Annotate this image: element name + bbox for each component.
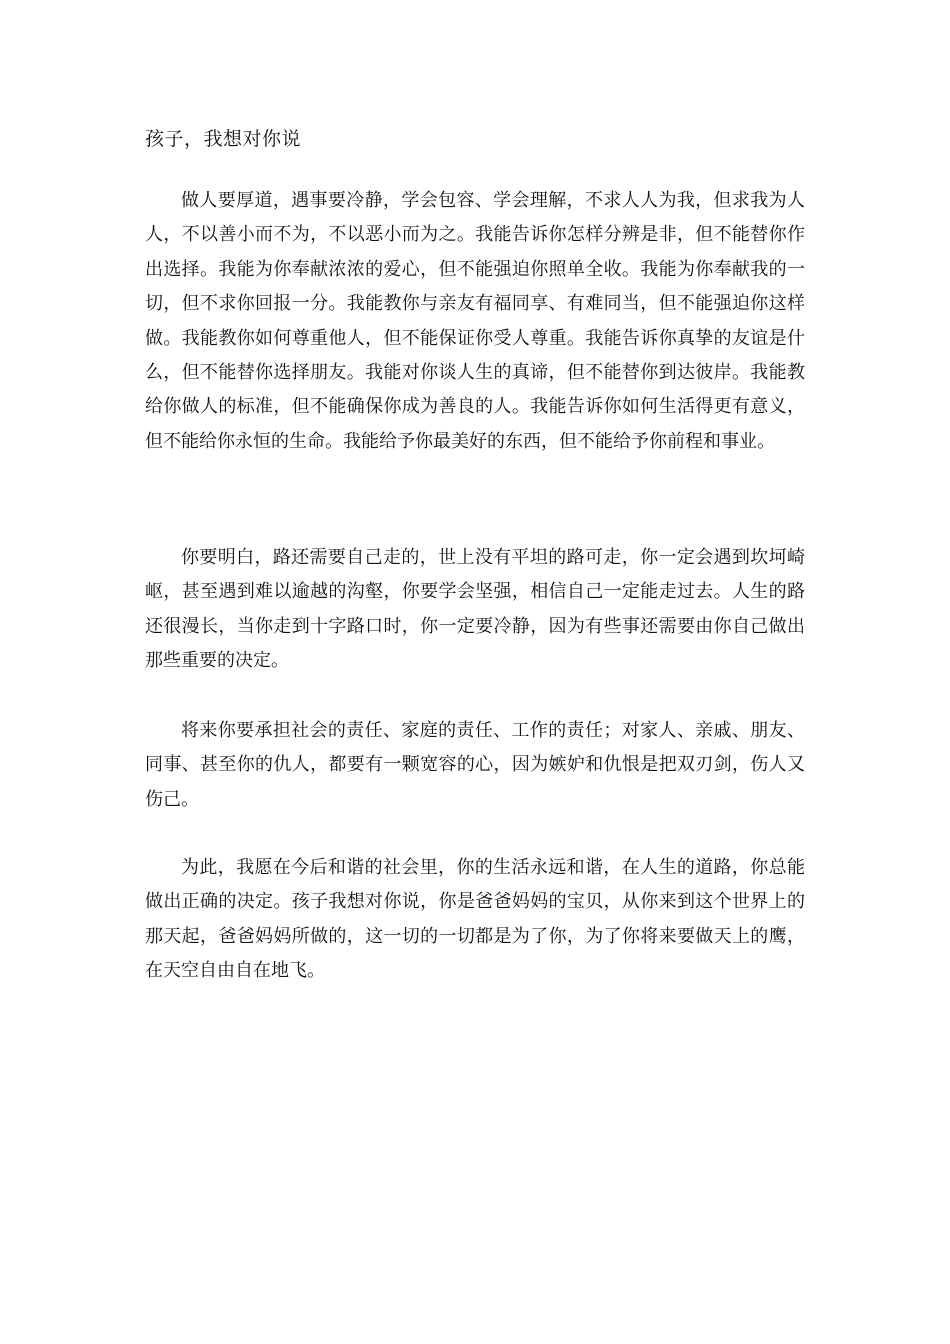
document-title: 孩子，我想对你说 bbox=[145, 128, 302, 150]
paragraph-3: 将来你要承担社会的责任、家庭的责任、工作的责任；对家人、亲戚、朋友、同事、甚至你的仇人，都要有一颗宽容的心，因为嫉妒和仇恨是把双刃剑，伤人又伤己。 bbox=[145, 720, 805, 810]
paragraph-1: 做人要厚道，遇事要冷静，学会包容、学会理解，不求人人为我，但求我为人人，不以善小而不为，不以恶小而为之。我能告诉你怎样分辨是非，但不能替你作出选择。我能为你奉献浓浓的爱心，但不能强迫你照单全收。我能为你奉献我的一切，但不求你回报一分。我能教你与亲友有福同享、有难同当，但不能强迫你这样做。我能教你如何尊重他人，但不能保证你受人尊重。我能告诉你真挚的友谊是什么，但不能替你选择朋友。我能对你谈人生的真谛，但不能替你到达彼岸。我能教给你做人的标准，但不能确保你成为善良的人。我能告诉你如何生活得更有意义，但不能给你永恒的生命。我能给予你最美好的东西，但不能给予你前程和事业。 bbox=[145, 190, 805, 452]
paragraph-2: 你要明白，路还需要自己走的，世上没有平坦的路可走，你一定会遇到坎坷崎岖，甚至遇到难以逾越的沟壑，你要学会坚强，相信自己一定能走过去。人生的路还很漫长，当你走到十字路口时，你一定要冷静，因为有些事还需要由你自己做出那些重要的决定。 bbox=[145, 547, 805, 672]
paragraph-4: 为此，我愿在今后和谐的社会里，你的生活永远和谐，在人生的道路，你总能做出正确的决定。孩子我想对你说，你是爸爸妈妈的宝贝，从你来到这个世界上的那天起，爸爸妈妈所做的，这一切的一切都是为了你，为了你将来要做天上的鹰，在天空自由自在地飞。 bbox=[145, 857, 805, 982]
